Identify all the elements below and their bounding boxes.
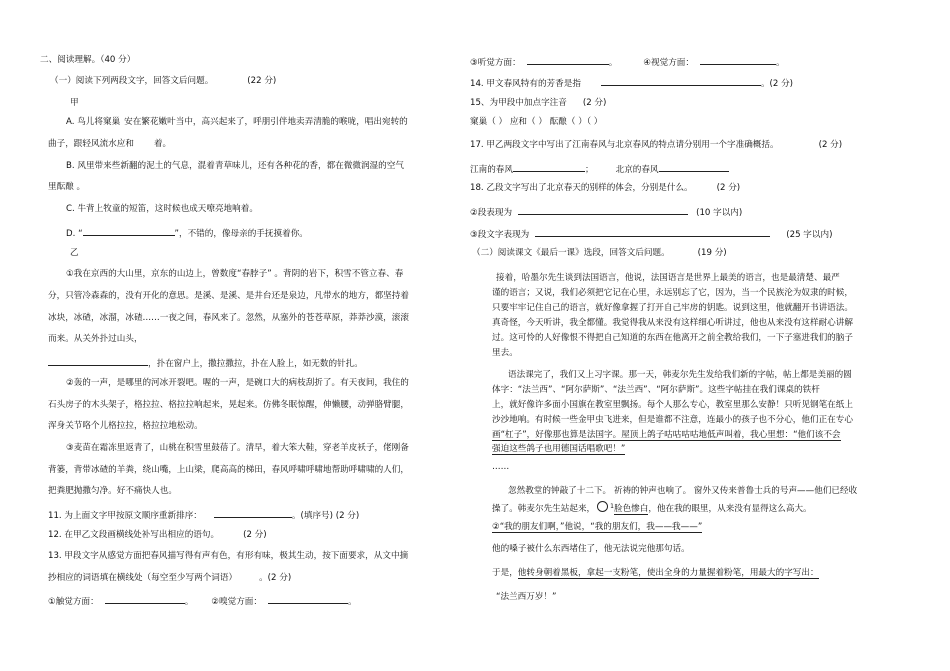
blank-d[interactable] bbox=[83, 226, 175, 236]
question-11: 11. 为上面文字甲按原文顺序重新排序： 。(填序号) (2 分) bbox=[48, 508, 359, 522]
para1-line3: 冰块，冰碴，冰溜，冰碴……一夜之间，春风来了。忽然，从塞外的苍苍草原，莽莽沙漠，滚滚 bbox=[48, 313, 409, 323]
text-line10: 沙沙地响。有时候一些金甲虫飞进来，但是谁都不注意，连最小的孩子也不分心，他们正在专心 bbox=[492, 415, 853, 425]
text-line4: 真奇怪，今天听讲，我全都懂。我觉得我从来没有这样细心听讲过，他也从来没有这样耐心讲解 bbox=[492, 318, 853, 328]
question-17: 17. 甲乙两段文字中写出了江南春风与北京春风的特点请分别用一个字准确概括。 (2 分) bbox=[470, 140, 843, 150]
marker-circle bbox=[597, 501, 608, 512]
text-line18: “法兰西万岁！” bbox=[496, 592, 557, 602]
para1-line2: 分，只管冷森森的，没有开化的意思。是溪、是溪、是井台还是泉边，凡带水的地方，都坚持着 bbox=[48, 291, 409, 301]
answer-14[interactable] bbox=[601, 76, 761, 86]
part2-header: （二）阅读课文《最后一课》选段，回答文后问题。 (19 分) bbox=[472, 248, 727, 258]
sentence-b-line2: 里酝酿 。 bbox=[48, 182, 86, 192]
text-line3: 只要牢牢记住自己的语言，就好像拿握了打开自己牢房的钥匙。说到这里，他就翻开书讲语法。 bbox=[492, 303, 853, 313]
question-18: 18. 乙段文字写出了北京春天的别样的体会，分别是什么。 (2 分) bbox=[470, 183, 741, 193]
question-13-line2: 抄相应的词语填在横线处（每空至少写两个词语） 。(2 分) bbox=[48, 573, 292, 583]
question-12: 12. 在甲乙文段画横线处补写出相应的语句。 (2 分) bbox=[48, 530, 267, 540]
para3-line1: ③麦苗在霜冻里返青了，山桃在积雪里鼓蓓了。清早，着大笨大鞋，穿老羊皮袄子，佬刚备 bbox=[66, 443, 409, 453]
para2-line1: ②轰的一声，是哪里的河冰开裂吧。喔的一声，是碗口大的病枝刮折了。有天夜间，我住的 bbox=[66, 378, 409, 388]
blank-para1[interactable] bbox=[48, 356, 148, 366]
question-14: 14. 甲文春风特有的芳香是指 。(2 分) bbox=[470, 76, 793, 90]
question-18-para2: ②段表现为 (10 字以内) bbox=[470, 205, 742, 219]
answer-touch[interactable] bbox=[105, 594, 185, 604]
answer-see[interactable] bbox=[700, 55, 776, 65]
para1-line5: ，扑在窗户上，撒拉撒拉，扑在人脸上，如无数的针扎。 bbox=[48, 356, 363, 370]
text-line12: 强迫这些鸽子也用德国话唱歌吧！” bbox=[492, 444, 626, 454]
text-line14: 操了。韩麦尔先生站起来， $^1$脸色惨白，他在我的眼里，从来没有显得这么高大。 bbox=[492, 503, 812, 514]
text-line9: 上，就好像许多面小国旗在教室里飘扬。每个人那么专心，教室里那么安静！只听见钢笔在纸上 bbox=[492, 400, 853, 410]
para2-line3: 浑身关节咯个儿格拉拉，格拉拉地松动。 bbox=[48, 421, 203, 431]
answer-para2[interactable] bbox=[518, 205, 688, 215]
text-line2: 谨的语言；又说，我们必须把它记在心里，永远别忘了它，因为，当一个民族沦为奴隶的时候， bbox=[492, 288, 853, 298]
text-line6: 里去。 bbox=[492, 348, 518, 358]
text-line11: 画“杠子”，好像那也算是法国字。屋顶上鸽子咕咕咕咕地低声叫着，我心里想：“他们该不会 bbox=[492, 430, 841, 440]
answer-hear[interactable] bbox=[527, 55, 609, 65]
yi-label: 乙 bbox=[70, 248, 79, 258]
answer-11[interactable] bbox=[214, 508, 292, 518]
question-13-line1: 13. 甲段文字从感觉方面把春风描写得有声有色，有形有味，极其生动，按下面要求，从文中摘 bbox=[48, 551, 409, 561]
sentence-b-line1: B. 风里带来些新翻的泥土的气息，混着青草味儿，还有各种花的香，都在微微润湿的空气 bbox=[66, 161, 404, 171]
text-line7: 语法课完了，我们又上习字课。那一天，韩麦尔先生发给我们新的字帖，帖上都是美丽的圆 bbox=[508, 370, 852, 380]
question-15: 15、为甲段中加点字注音 (2 分) bbox=[470, 98, 607, 108]
jia-label: 甲 bbox=[70, 98, 79, 108]
sentence-a-line1: A. 鸟儿将窠巢 安在繁花嫩叶当中，高兴起来了，呼朋引伴地卖弄清脆的喉咙，唱出宛转的 bbox=[66, 117, 408, 127]
question-18-para3: ③段文字表现为 (25 字以内) bbox=[470, 227, 832, 241]
question-17-answers: 江南的春风 ； 北京的春风 bbox=[470, 162, 729, 176]
text-line8: 体字：“法兰西”、“阿尔萨斯”、“法兰西”、“阿尔萨斯”。这些字帖挂在我们课桌的铁杆 bbox=[492, 385, 820, 395]
sentence-d: D. “ ”，不错的，像母亲的手抚摸着你。 bbox=[66, 226, 308, 240]
answer-para3[interactable] bbox=[535, 227, 770, 237]
text-line15: ②“我的朋友们啊，”他说，“我的朋友们，我——我——” bbox=[492, 522, 703, 532]
sentence-c: C. 牛背上牧童的短笛，这时候也成天嘹亮地响着。 bbox=[66, 204, 258, 214]
text-line17: 于是，他转身朝着黑板，拿起一支粉笔，使出全身的力量握着粉笔，用最大的字写出： bbox=[492, 568, 819, 578]
part1-header: （一）阅读下列两段文字，回答文后问题。 (22 分) bbox=[50, 76, 277, 86]
text-line5: 过。这可怜的人好像恨不得把自己知道的东西在他离开之前全教给我们，一下子塞进我们的脑子 bbox=[492, 333, 853, 343]
text-ellipsis: …… bbox=[492, 462, 510, 472]
answer-smell[interactable] bbox=[268, 594, 348, 604]
para2-line2: 石头房子的木头架子，格拉拉、格拉拉响起来，晃起来。仿佛冬眠惊醒，伸懒腰，动弹胳臂腿， bbox=[48, 400, 409, 410]
text-line16: 他的嗓子被什么东西堵住了，他无法说完他那句话。 bbox=[492, 544, 690, 554]
answer-jiangnan[interactable] bbox=[513, 162, 585, 172]
question-15-items: 窠巢（ ） 应和（ ） 酝酿（ ）（ ） bbox=[470, 117, 603, 127]
text-line1: 接着，哈墨尔先生谈到法国语言，他说，法国语言是世界上最美的语言，也是最清楚、最严 bbox=[496, 273, 840, 283]
sentence-a-line2: 曲子，跟轻风流水应和 着。 bbox=[48, 139, 172, 149]
answer-beijing[interactable] bbox=[659, 162, 729, 172]
text-line13: 忽然教堂的钟敲了十二下。 祈祷的钟声也响了。 窗外又传来普鲁士兵的号声——他们已经收 bbox=[508, 486, 858, 496]
para3-line3: 把粪肥抛撒匀净。好不痛快人也。 bbox=[48, 486, 177, 496]
para3-line2: 背篓，背带冰碴的羊粪，绕山嘴，上山梁，爬高高的梯田，春风呼啸呼啸地帮助呼啸啸的人们， bbox=[48, 465, 409, 475]
question-13-continued: ③听觉方面： 。 ④视觉方面： 。 bbox=[470, 55, 785, 69]
section-title: 二、阅读理解。（40 分） bbox=[40, 55, 136, 65]
para1-line4: 而来。从关外扑过山头， bbox=[48, 334, 143, 344]
question-13-answers: ①触觉方面： 。 ②嗅觉方面： 。 bbox=[48, 594, 357, 608]
para1-line1: ①我在京西的大山里，京东的山边上，曾数度“春脖子” 。背阴的岩下，积雪不管立春、春 bbox=[66, 269, 404, 279]
